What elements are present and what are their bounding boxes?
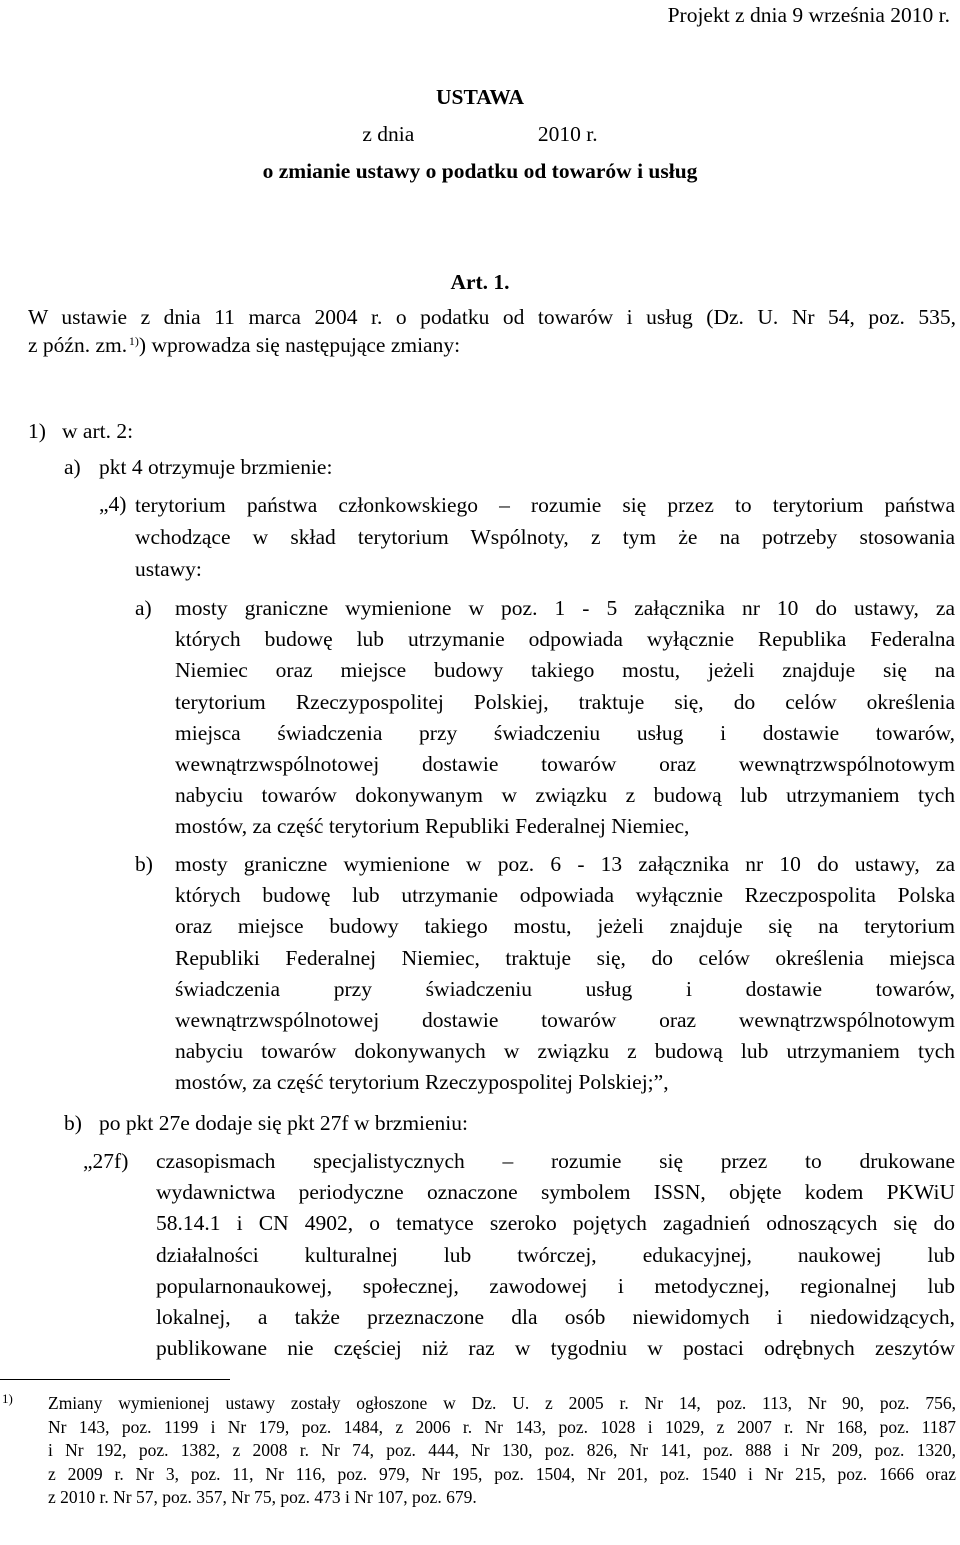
subpoint-a-line: wewnątrzwspólnotowej dostawie towarów oraz wewnątrzwspólnotowym xyxy=(175,752,955,777)
article-intro xyxy=(28,303,956,359)
letter-b-text: po pkt 27e dodaje się pkt 27f w brzmieniu: xyxy=(99,1111,469,1135)
subpoint-b-label: b) xyxy=(135,852,153,876)
point-4-line: ustawy: xyxy=(135,557,202,581)
point-27f-line: lokalnej, a także przeznaczone dla osób niewidomych i niedowidzących, xyxy=(156,1305,955,1330)
project-date: Projekt z dnia 9 września 2010 r. xyxy=(667,3,950,27)
subpoint-b-line: świadczenia przy świadczeniu usług i dostawie towarów, xyxy=(175,976,955,1001)
intro-line-2-tail: ) wprowadza się następujące zmiany: xyxy=(138,333,461,357)
subpoint-b-line: których budowę lub utrzymanie odpowiada wyłącznie Rzeczpospolita Polska xyxy=(175,883,955,908)
subpoint-b-line: mosty graniczne wymienione w poz. 6 - 13 załącznika nr 10 do ustawy, za xyxy=(175,852,955,876)
subpoint-b-line: oraz miejsce budowy takiego mostu, jeżeli znajduje się na terytorium xyxy=(175,914,955,939)
point-27f-label: „27f) xyxy=(83,1149,129,1173)
point-1-label: 1) xyxy=(28,419,46,443)
point-4-line: wchodzące w skład terytorium Wspólnoty, z tym że na potrzeby stosowania xyxy=(135,525,955,549)
intro-line-2-text: z późn. zm. xyxy=(28,333,128,357)
point-4-body xyxy=(135,489,955,585)
subpoint-a-line: terytorium Rzeczypospolitej Polskiej, traktuje się, do celów określenia xyxy=(175,689,955,714)
subpoint-a-body xyxy=(175,593,955,843)
subpoint-a-line: mostów, za część terytorium Republiki Federalnej Niemiec, xyxy=(175,814,690,839)
subpoint-a-label: a) xyxy=(135,596,152,620)
letter-b-label: b) xyxy=(64,1111,82,1135)
footnote-text xyxy=(48,1392,956,1510)
point-4-label: „4) xyxy=(99,492,127,516)
subpoint-b-line: Republiki Federalnej Niemiec, traktuje się, do celów określenia miejsca xyxy=(175,945,955,970)
point-27f-line: wydawnictwa periodyczne oznaczone symbolem ISSN, objęte kodem PKWiU xyxy=(156,1180,955,1205)
point-27f-line: publikowane nie częściej niż raz w tygodniu w postaci odrębnych zeszytów xyxy=(156,1336,955,1361)
letter-a-label: a) xyxy=(64,455,81,479)
point-4-line: terytorium państwa członkowskiego – rozumie się przez to terytorium państwa xyxy=(135,493,955,517)
footnote-line: i Nr 192, poz. 1382, z 2008 r. Nr 74, poz. 444, Nr 130, poz. 826, Nr 141, poz. 888 i Nr 209, poz. 1320, xyxy=(48,1440,956,1461)
act-title: USTAWA xyxy=(435,85,524,109)
subpoint-a-line: których budowę lub utrzymanie odpowiada wyłącznie Republika Federalna xyxy=(175,627,955,652)
intro-line-2 xyxy=(28,331,956,359)
footnote-divider xyxy=(0,1379,230,1380)
subpoint-a-line: nabyciu towarów dokonywanym w związku z budową lub utrzymaniem tych xyxy=(175,783,955,808)
footnote-marker: 1) xyxy=(2,1391,13,1406)
point-27f-line: działalności kulturalnej lub twórczej, edukacyjnej, naukowej lub xyxy=(156,1242,955,1267)
point-27f-line: popularnonaukowej, społecznej, zawodowej i metodycznej, regionalnej lub xyxy=(156,1273,955,1298)
letter-a-text: pkt 4 otrzymuje brzmienie: xyxy=(99,455,333,479)
footnote-line: Nr 143, poz. 1199 i Nr 179, poz. 1484, z 2006 r. Nr 143, poz. 1028 i 1029, z 2007 r. Nr 168, poz. 1187 xyxy=(48,1416,956,1437)
point-1-text: w art. 2: xyxy=(62,419,134,443)
subpoint-b-body xyxy=(175,849,955,1099)
footnote-line: z 2009 r. Nr 3, poz. 11, Nr 116, poz. 979, Nr 195, poz. 1504, Nr 201, poz. 1540 i Nr 215, poz. 1666 oraz xyxy=(48,1463,956,1484)
point-27f-body xyxy=(156,1146,955,1364)
article-heading: Art. 1. xyxy=(450,270,510,294)
point-27f-line: czasopismach specjalistycznych – rozumie się przez to drukowane xyxy=(156,1149,955,1173)
subpoint-a-line: mosty graniczne wymienione w poz. 1 - 5 załącznika nr 10 do ustawy, za xyxy=(175,596,955,620)
subpoint-a-line: Niemiec oraz miejsce budowy takiego mostu, jeżeli znajduje się na xyxy=(175,658,955,683)
act-date-line: z dnia 2010 r. xyxy=(362,122,598,146)
subpoint-b-line: wewnątrzwspólnotowej dostawie towarów oraz wewnątrzwspólnotowym xyxy=(175,1008,955,1033)
point-27f-line: 58.14.1 i CN 4902, o tematyce szeroko pojętych zagadnień odnoszących się do xyxy=(156,1211,955,1236)
footnote-reference: 1) xyxy=(128,334,139,348)
footnote-line: z 2010 r. Nr 57, poz. 357, Nr 75, poz. 473 i Nr 107, poz. 679. xyxy=(48,1487,477,1508)
subpoint-b-line: nabyciu towarów dokonywanych w związku z budową lub utrzymaniem tych xyxy=(175,1039,955,1064)
subpoint-b-line: mostów, za część terytorium Rzeczypospolitej Polskiej;”, xyxy=(175,1070,669,1095)
act-subject: o zmianie ustawy o podatku od towarów i usług xyxy=(262,159,698,183)
intro-line-1: W ustawie z dnia 11 marca 2004 r. o podatku od towarów i usług (Dz. U. Nr 54, poz. 535, xyxy=(28,305,956,329)
subpoint-a-line: miejsca świadczenia przy świadczeniu usług i dostawie towarów, xyxy=(175,720,955,745)
footnote-line: Zmiany wymienionej ustawy zostały ogłoszone w Dz. U. z 2005 r. Nr 14, poz. 113, Nr 90, poz. 756, xyxy=(48,1393,956,1413)
